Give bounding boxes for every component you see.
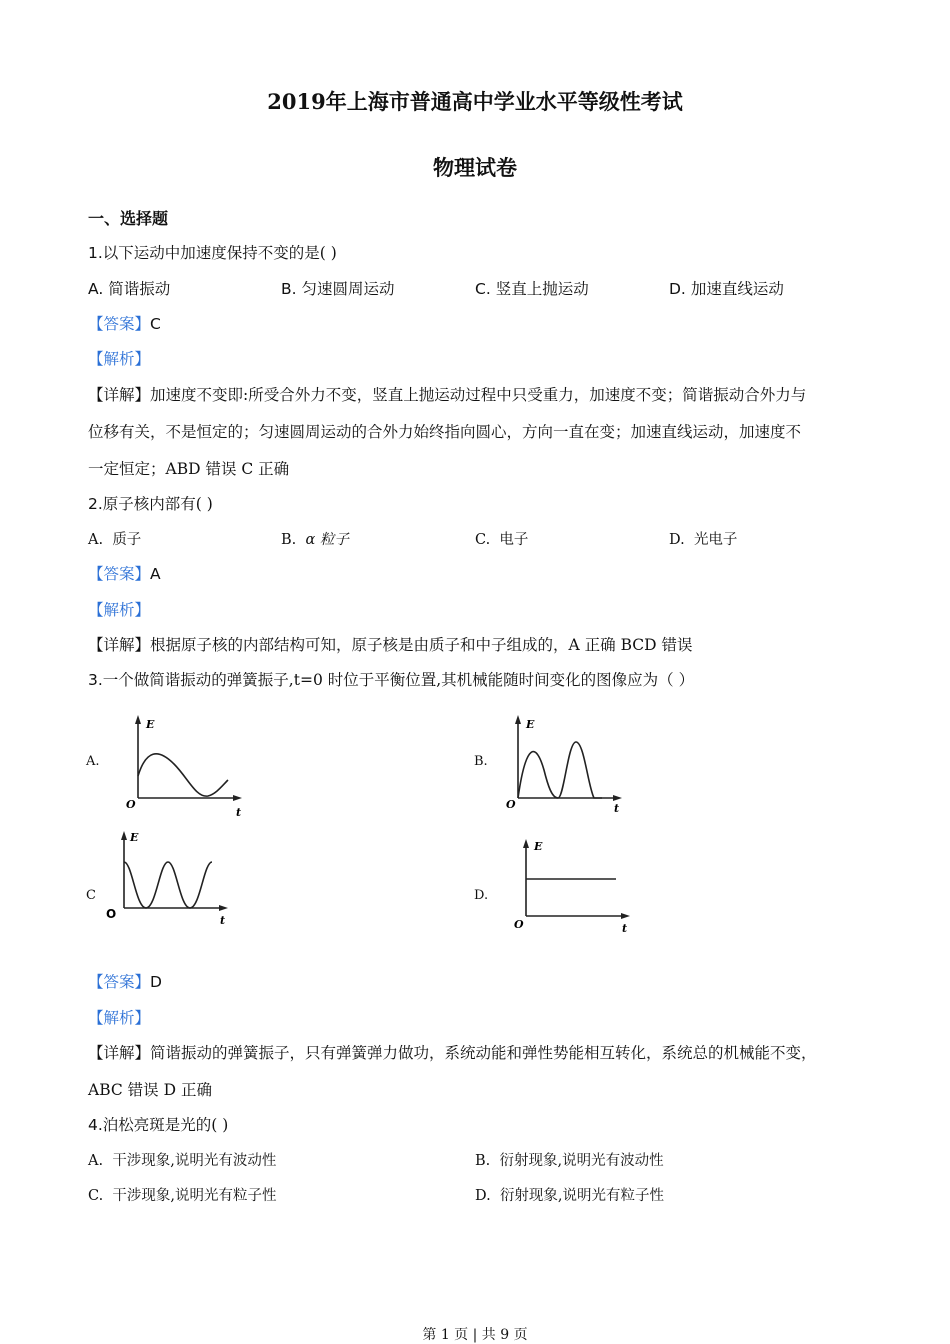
graph-d-label: D. <box>474 888 489 903</box>
q4-option-c: C. 干涉现象,说明光有粒子性 <box>88 1188 277 1204</box>
q2-option-b: B. α 粒子 <box>281 532 349 548</box>
question-3: 3.一个做简谐振动的弹簧振子,t=0 时位于平衡位置,其机械能随时间变化的图像应为（ ） <box>88 671 695 689</box>
graph-b <box>498 712 628 818</box>
exam-subtitle: 物理试卷 <box>433 155 517 180</box>
svg-text:O: O <box>126 798 136 811</box>
section-heading: 一、选择题 <box>88 209 169 228</box>
graph-a <box>118 712 248 818</box>
q1-option-b: B. 匀速圆周运动 <box>281 280 395 298</box>
q2-analysis-tag: 【解析】 <box>88 601 151 619</box>
q2-option-c: C. 电子 <box>475 532 529 548</box>
svg-text:t: t <box>220 914 226 927</box>
svg-text:O: O <box>506 798 516 811</box>
graph-c <box>104 828 234 928</box>
q2-answer: 【答案】A <box>88 565 161 583</box>
q4-option-a: A. 干涉现象,说明光有波动性 <box>88 1153 277 1169</box>
question-2: 2.原子核内部有( ) <box>88 495 213 513</box>
q1-detail-line-1: 【详解】加速度不变即:所受合外力不变，竖直上抛运动过程中只受重力，加速度不变；简谐振动合外力与 <box>88 386 807 404</box>
q1-answer: 【答案】C <box>88 315 161 333</box>
svg-text:t: t <box>614 802 620 815</box>
question-4: 4.泊松亮斑是光的( ) <box>88 1116 229 1134</box>
graph-d <box>506 836 636 936</box>
svg-text:E: E <box>146 718 155 731</box>
svg-text:O: O <box>514 918 524 931</box>
q2-option-d: D. 光电子 <box>669 532 738 548</box>
question-stem: 以下运动中加速度保持不变的是( ) <box>102 244 337 262</box>
graph-c-label: C <box>86 888 96 903</box>
svg-text:E: E <box>130 831 139 844</box>
q1-option-d: D. 加速直线运动 <box>669 280 784 298</box>
svg-text:E: E <box>526 718 535 731</box>
graph-b-label: B. <box>474 754 488 769</box>
svg-text:t: t <box>236 806 242 818</box>
q3-detail-line-1: 【详解】简谐振动的弹簧振子，只有弹簧弹力做功，系统动能和弹性势能相互转化，系统总的机械能不变， <box>88 1044 817 1062</box>
svg-text:O: O <box>106 907 117 921</box>
q3-answer: 【答案】D <box>88 973 162 991</box>
svg-text:E: E <box>534 840 543 853</box>
q2-detail: 【详解】根据原子核的内部结构可知，原子核是由质子和中子组成的，A 正确 BCD 错误 <box>88 636 693 654</box>
question-1 <box>88 241 337 263</box>
q3-analysis-tag: 【解析】 <box>88 1009 151 1027</box>
q2-option-a: A. 质子 <box>88 532 142 548</box>
svg-text:t: t <box>622 922 628 935</box>
q4-option-b: B. 衍射现象,说明光有波动性 <box>475 1153 664 1169</box>
q1-detail-line-2: 位移有关，不是恒定的；匀速圆周运动的合外力始终指向圆心，方向一直在变；加速直线运动，加速度不 <box>88 423 802 441</box>
q1-option-a: A. 简谐振动 <box>88 280 171 298</box>
q4-option-d: D. 衍射现象,说明光有粒子性 <box>475 1188 665 1204</box>
q1-detail-line-3: 一定恒定；ABD 错误 C 正确 <box>88 460 290 478</box>
exam-title: 2019年上海市普通高中学业水平等级性考试 <box>267 89 683 114</box>
graph-a-label: A. <box>86 754 100 769</box>
q1-option-c: C. 竖直上抛运动 <box>475 280 589 298</box>
question-number: 1. <box>88 244 103 262</box>
page-footer: 第 1 页 | 共 9 页 <box>422 1327 528 1343</box>
q1-analysis-tag: 【解析】 <box>88 350 151 368</box>
q3-detail-line-2: ABC 错误 D 正确 <box>88 1081 212 1099</box>
